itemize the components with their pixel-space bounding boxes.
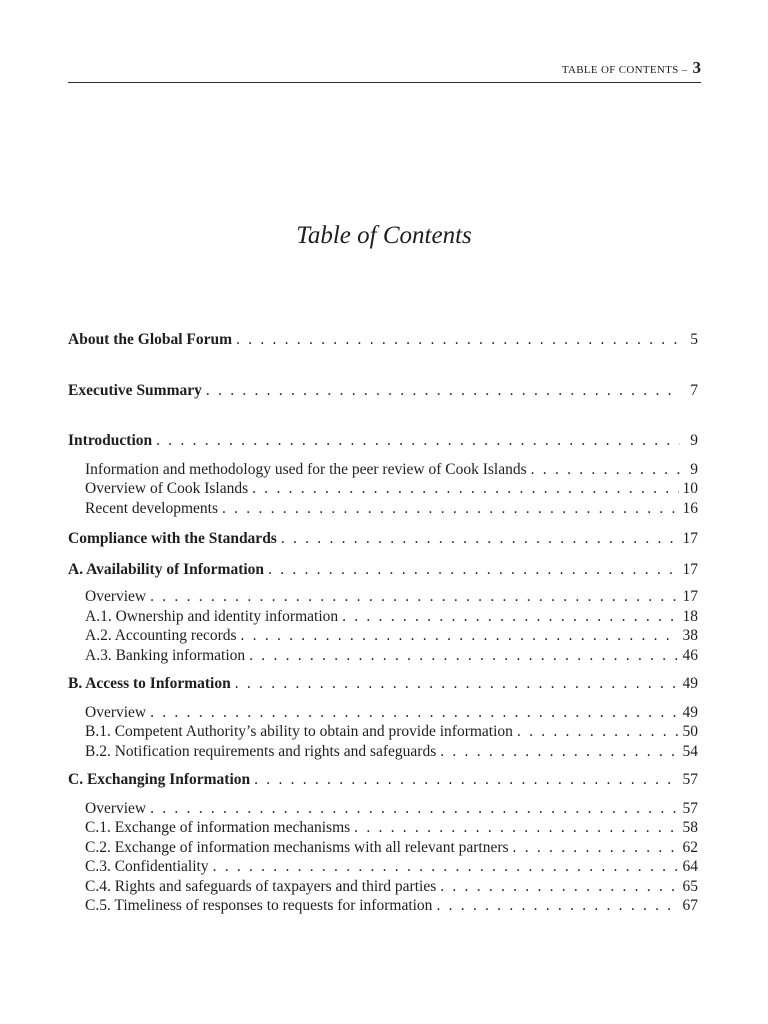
dot-leader — [342, 607, 678, 627]
toc-entry-title: Overview of Cook Islands — [85, 480, 249, 497]
toc-entry-title: Compliance with the Standards — [68, 530, 277, 547]
toc-subsection-entry[interactable] — [68, 722, 698, 742]
toc-entry-title: C.5. Timeliness of responses to requests for information — [85, 897, 433, 914]
toc-subsection-entry[interactable] — [68, 818, 698, 838]
toc-entry-page: 62 — [682, 838, 698, 856]
toc-subsection-entry[interactable] — [68, 857, 698, 877]
toc-section-entry[interactable] — [68, 381, 698, 401]
toc-entry-title: A.3. Banking information — [85, 646, 246, 664]
toc-section-entry[interactable] — [68, 431, 698, 451]
dot-leader — [440, 742, 678, 762]
dot-leader — [254, 770, 678, 790]
toc-entry-title: C.3. Confidentiality — [85, 858, 209, 875]
toc-entry-page: 9 — [690, 432, 698, 449]
toc-section-entry[interactable] — [68, 674, 698, 694]
toc-entry-page: 38 — [682, 627, 698, 644]
running-header-label: TABLE OF CONTENTS – — [561, 64, 688, 76]
toc-subsection-entry[interactable] — [68, 877, 698, 897]
toc-subsection-entry[interactable] — [68, 607, 698, 627]
toc-entry-title: Overview — [85, 588, 147, 605]
toc-entry-page: 17 — [682, 560, 698, 578]
toc-subsection-entry[interactable] — [68, 499, 698, 519]
toc-entry-page: 50 — [682, 723, 698, 740]
dot-leader — [249, 646, 678, 666]
toc-subsection-entry[interactable] — [68, 703, 698, 723]
toc-subsection-entry[interactable] — [68, 587, 698, 607]
toc-entry-page: 64 — [682, 858, 698, 875]
toc-entry-title: About the Global Forum — [68, 331, 233, 348]
toc-subsection-entry[interactable] — [68, 799, 698, 819]
toc-entry-title: Overview — [85, 799, 147, 817]
dot-leader — [354, 818, 678, 838]
toc-subsection-entry[interactable] — [68, 479, 698, 499]
toc-entry-page: 46 — [682, 646, 698, 664]
dot-leader — [531, 460, 680, 480]
toc-entry-title: Recent developments — [85, 499, 218, 517]
toc-entry-title: Information and methodology used for the peer review of Cook Islands — [85, 460, 527, 478]
dot-leader — [235, 674, 679, 694]
toc-entry-title: B. Access to Information — [68, 675, 231, 692]
toc-entry-page: 9 — [690, 460, 698, 478]
toc-entry-title: B.2. Notification requirements and rights and safeguards — [85, 742, 437, 760]
dot-leader — [156, 431, 680, 451]
dot-leader — [517, 722, 679, 742]
dot-leader — [281, 529, 679, 549]
page-title: Table of Contents — [296, 222, 472, 249]
toc-entry-title: C.4. Rights and safeguards of taxpayers and third parties — [85, 877, 437, 895]
toc-section-entry[interactable] — [68, 770, 698, 790]
toc-entry-title: Introduction — [68, 432, 153, 449]
toc-entry-page: 57 — [682, 799, 698, 817]
dot-leader — [213, 857, 679, 877]
dot-leader — [241, 626, 679, 646]
running-header — [68, 58, 701, 83]
toc-entry-page: 58 — [682, 819, 698, 836]
toc-entry-title: A. Availability of Information — [68, 560, 265, 578]
toc-entry-page: 17 — [682, 530, 698, 547]
toc-subsection-entry[interactable] — [68, 460, 698, 480]
toc-subsection-entry[interactable] — [68, 896, 698, 916]
toc-entry-page: 18 — [682, 607, 698, 625]
toc-subsection-entry[interactable] — [68, 646, 698, 666]
toc-entry-title: C.2. Exchange of information mechanisms with all relevant partners — [85, 838, 509, 856]
toc-subsection-entry[interactable] — [68, 838, 698, 858]
toc-entry-page: 54 — [682, 742, 698, 760]
toc-subsection-entry[interactable] — [68, 742, 698, 762]
toc-entry-page: 17 — [682, 588, 698, 605]
dot-leader — [436, 896, 678, 916]
toc-entry-page: 49 — [682, 675, 698, 692]
toc-section-entry[interactable] — [68, 529, 698, 549]
dot-leader — [440, 877, 678, 897]
toc-entry-title: Overview — [85, 703, 147, 721]
toc-entry-title: C.1. Exchange of information mechanisms — [85, 819, 351, 836]
toc-entry-title: A.2. Accounting records — [85, 627, 237, 644]
toc-entry-page: 10 — [682, 480, 698, 497]
dot-leader — [150, 587, 678, 607]
toc-entry-title: A.1. Ownership and identity information — [85, 607, 339, 625]
dot-leader — [222, 499, 679, 519]
toc-entry-page: 16 — [682, 499, 698, 517]
page-number: 3 — [692, 58, 701, 77]
toc-entry-page: 67 — [682, 897, 698, 914]
dot-leader — [268, 560, 678, 580]
toc-entry-title: C. Exchanging Information — [68, 771, 251, 788]
toc-entry-page: 49 — [682, 703, 698, 721]
dot-leader — [252, 479, 678, 499]
dot-leader — [513, 838, 679, 858]
dot-leader — [150, 703, 678, 723]
toc-entry-title: Executive Summary — [68, 381, 202, 399]
toc-entry-page: 57 — [682, 771, 698, 788]
toc-entry-page: 65 — [682, 877, 698, 895]
dot-leader — [206, 381, 680, 401]
toc-entry-page: 7 — [690, 381, 698, 399]
toc-subsection-entry[interactable] — [68, 626, 698, 646]
toc-section-entry[interactable] — [68, 560, 698, 580]
table-of-contents — [68, 330, 698, 916]
toc-entry-title: B.1. Competent Authority’s ability to obtain and provide information — [85, 723, 513, 740]
toc-section-entry[interactable] — [68, 330, 698, 350]
dot-leader — [150, 799, 678, 819]
toc-entry-page: 5 — [690, 331, 698, 348]
dot-leader — [236, 330, 680, 350]
